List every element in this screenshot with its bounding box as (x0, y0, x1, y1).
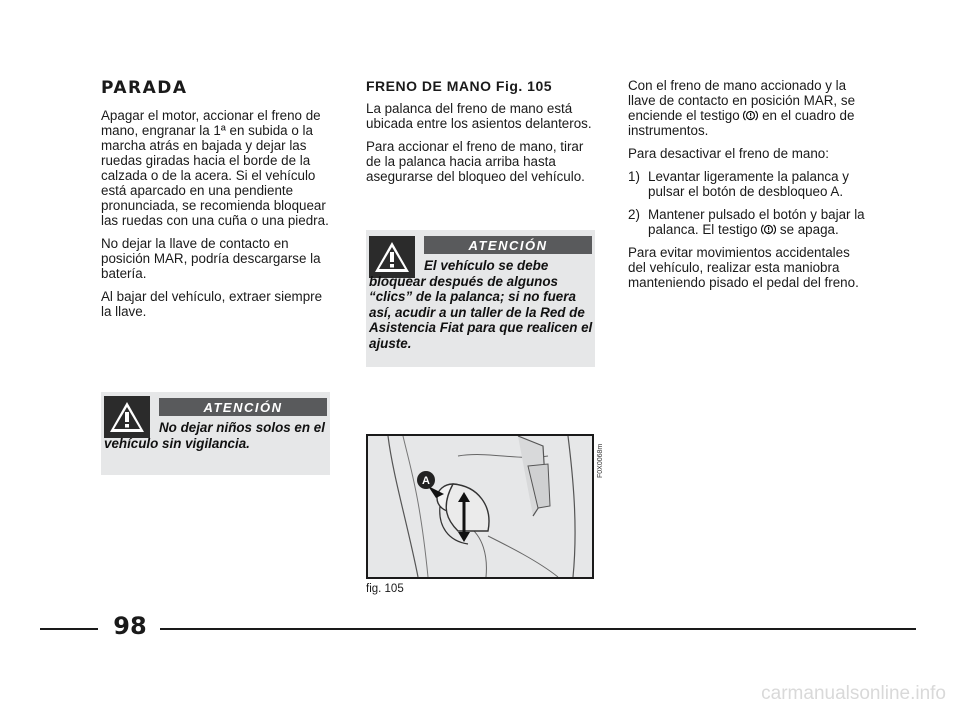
watermark: carmanualsonline.info (761, 683, 946, 704)
callout-a-label: A (422, 475, 430, 487)
section-title-parada: PARADA (101, 78, 188, 98)
handbrake-illustration (366, 434, 594, 579)
warning-text-brake-adjust: El vehículo se debe bloquear después de algunos “clics” de la palanca; si no fuera así, acudir a un taller de la Red de Asistencia Fiat para que realicen el ajuste. (369, 258, 593, 351)
warning-text-children: No dejar niños solos en el vehículo sin vigilancia. (104, 420, 325, 451)
list-item-2-text (648, 207, 868, 237)
parada-paragraph-1: Apagar el motor, accionar el freno de mano, engranar la 1ª en subida o la marcha atrás en bajada y dejar las ruedas giradas hacia el borde de la calzada o de la acera. Si el vehículo está aparcado en una pendiente pronunciada, se recomienda bloquear las ruedas con una cuña o una piedra. (101, 108, 329, 228)
p1-text-after: en el cuadro de instrumentos. (628, 108, 855, 138)
list-item-2 (628, 207, 868, 237)
list-item-2-number: 2) (628, 207, 640, 222)
footer-rule-left (40, 628, 98, 630)
brake-warning-light-icon (761, 223, 776, 236)
brake-warning-light-icon (743, 109, 758, 122)
p1-text-before: Con el freno de mano accionado y la llave de contacto en posición MAR, se enciende el testigo (628, 78, 856, 123)
page-number: 98 (113, 612, 147, 640)
column-freno-de-mano (366, 78, 596, 192)
figure-caption: fig. 105 (366, 583, 404, 595)
parada-paragraph-2: No dejar la llave de contacto en posición MAR, podría descargarse la batería. (101, 236, 321, 281)
footer-rule-right (160, 628, 916, 630)
column-parada (101, 78, 331, 327)
column-desactivar (628, 78, 868, 298)
warning-box-brake-adjust (366, 230, 595, 367)
desactivar-paragraph-3: Para evitar movimientos accidentales del vehículo, realizar esta maniobra manteniendo pisado el pedal del freno. (628, 245, 859, 290)
warning-label-brake-adjust: ATENCIÓN (424, 236, 592, 254)
section-title-freno-de-mano: FRENO DE MANO Fig. 105 (366, 78, 553, 94)
parada-paragraph-3: Al bajar del vehículo, extraer siempre la llave. (101, 289, 323, 319)
list-item-1-number: 1) (628, 169, 640, 184)
freno-paragraph-1: La palanca del freno de mano está ubicada entre los asientos delanteros. (366, 101, 592, 131)
warning-box-children (101, 392, 330, 475)
figure-code: F0X0068m (597, 443, 604, 478)
desactivar-paragraph-1 (628, 78, 868, 138)
desactivar-paragraph-2: Para desactivar el freno de mano: (628, 146, 829, 161)
item2-text-before: Mantener pulsado el botón y bajar la palanca. El testigo (648, 207, 865, 237)
item2-text-after: se apaga. (776, 222, 839, 237)
warning-label-children: ATENCIÓN (159, 398, 327, 416)
list-item-1-text: Levantar ligeramente la palanca y pulsar el botón de desbloqueo A. (648, 169, 849, 199)
freno-paragraph-2: Para accionar el freno de mano, tirar de la palanca hacia arriba hasta asegurarse del bloqueo del vehículo. (366, 139, 585, 184)
list-item-1 (628, 169, 868, 199)
